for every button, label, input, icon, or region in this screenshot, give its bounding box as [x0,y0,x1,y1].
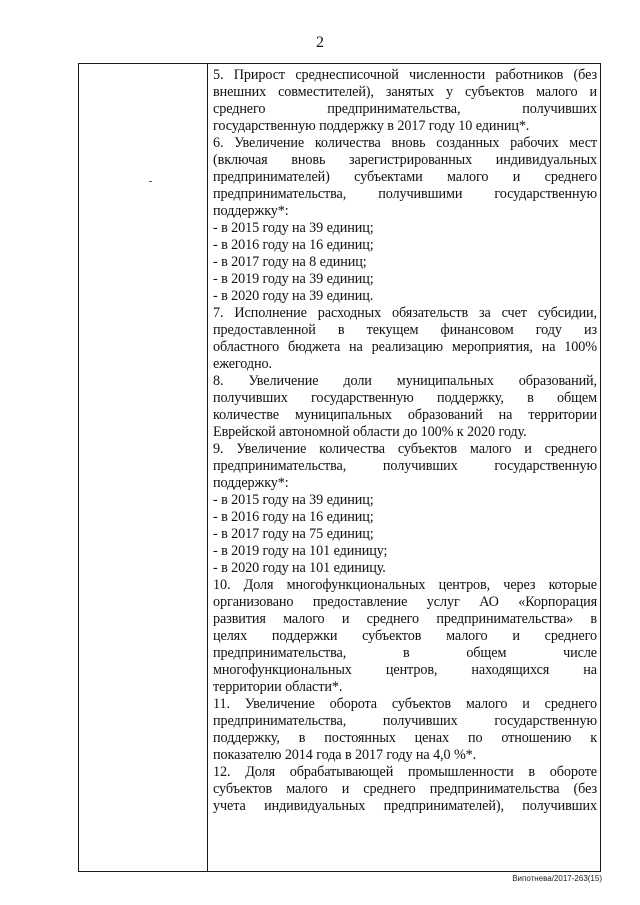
text-line: - в 2017 году на 8 единиц; [213,254,367,270]
text-line: - в 2019 году на 39 единиц; [213,271,374,287]
text-line: предпринимателей) субъектами малого и среднего [213,169,597,185]
text-line: предоставленной в текущем финансовом году из [213,322,597,338]
document-table [78,63,601,872]
text-line: многофункциональных центров, находящихся на [213,662,597,678]
text-line: областного бюджета на реализацию мероприятия, на 100% [213,339,597,355]
text-line: предпринимательства, получивших государственную [213,713,597,729]
text-line: - в 2016 году на 16 единиц; [213,237,374,253]
text-line: поддержку, в постоянных ценах по отношению к [213,730,597,746]
table-right-column [208,67,600,815]
text-line: среднего предпринимательства, получивших [213,101,597,117]
text-line: (включая вновь зарегистрированных индивидуальных [213,152,597,168]
footer-document-code: Випотнева/2017-263(15) [512,874,602,883]
text-line: поддержку*: [213,203,289,219]
text-line: предпринимательства, получившими государственную [213,186,597,202]
text-line: - в 2017 году на 75 единиц; [213,526,374,542]
text-line: получивших государственную поддержку, в общем [213,390,597,406]
scan-speck [149,181,152,182]
text-line: 9. Увеличение количества субъектов малого и среднего [213,441,597,457]
page-number: 2 [316,34,324,51]
text-line: 5. Прирост среднесписочной численности работников (без [213,67,597,83]
text-line: - в 2015 году на 39 единиц; [213,220,374,236]
text-line: Еврейской автономной области до 100% к 2020 году. [213,424,527,440]
table-left-column [79,64,208,871]
text-line: - в 2019 году на 101 единицу; [213,543,388,559]
text-line: поддержку*: [213,475,289,491]
text-line: государственную поддержку в 2017 году 10 единиц*. [213,118,530,134]
text-line: 11. Увеличение оборота субъектов малого и среднего [213,696,597,712]
text-line: территории области*. [213,679,343,695]
text-line: - в 2020 году на 101 единицу. [213,560,386,576]
text-line: 10. Доля многофункциональных центров, через которые [213,577,597,593]
text-line: развития малого и среднего предпринимательства» в [213,611,597,627]
text-line: - в 2020 году на 39 единиц. [213,288,374,304]
text-line: 7. Исполнение расходных обязательств за счет субсидии, [213,305,597,321]
text-line: - в 2015 году на 39 единиц; [213,492,374,508]
text-line: учета индивидуальных предпринимателей), получивших [213,798,597,814]
text-line: 6. Увеличение количества вновь созданных рабочих мест [213,135,597,151]
text-line: предпринимательства, получивших государственную [213,458,597,474]
text-line: - в 2016 году на 16 единиц; [213,509,374,525]
text-line: показателю 2014 года в 2017 году на 4,0 %*. [213,747,477,763]
text-line: субъектов малого и среднего предпринимательства (без [213,781,597,797]
text-line: количестве муниципальных образований на территории [213,407,597,423]
text-line: предпринимательства, в общем числе [213,645,597,661]
text-line: целях поддержки субъектов малого и среднего [213,628,597,644]
text-line: ежегодно. [213,356,272,372]
text-line: организовано предоставление услуг АО «Корпорация [213,594,597,610]
text-line: внешних совместителей), занятых у субъектов малого и [213,84,597,100]
text-line: 8. Увеличение доли муниципальных образований, [213,373,597,389]
text-line: 12. Доля обрабатывающей промышленности в обороте [213,764,597,780]
